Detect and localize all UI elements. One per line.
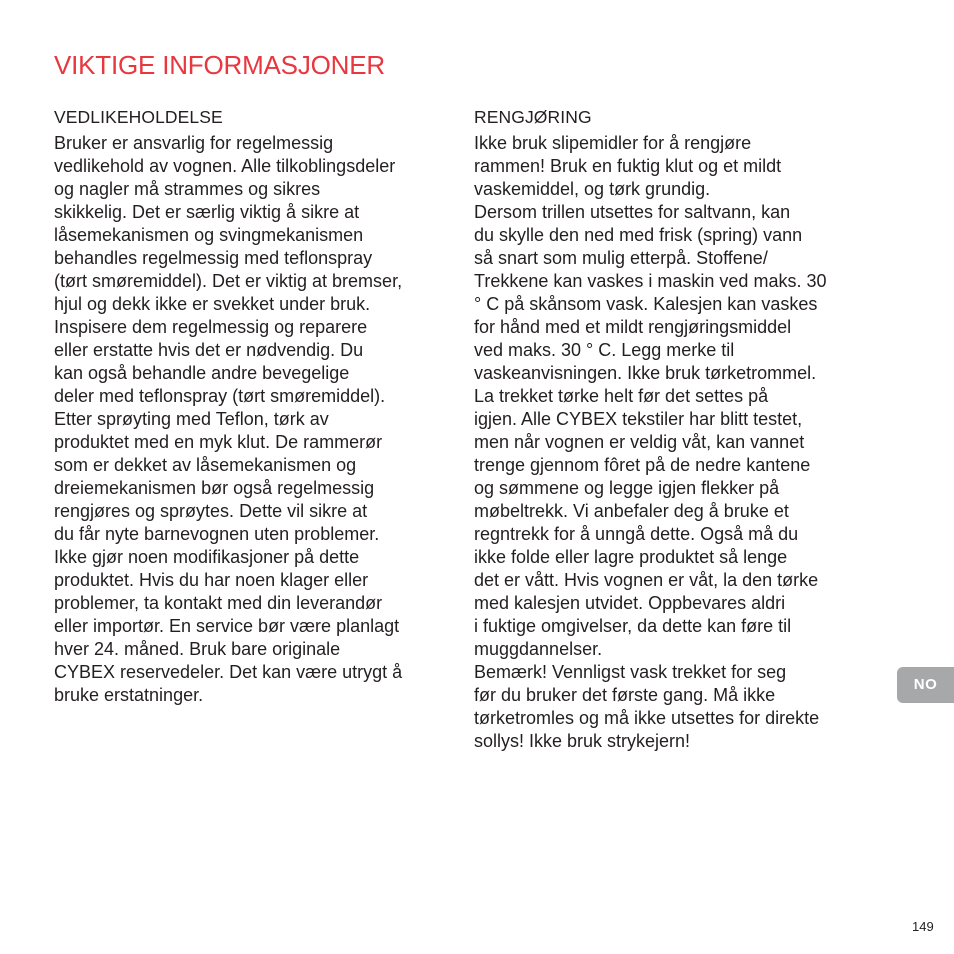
cleaning-line: trenge gjennom fôret på de nedre kantene: [474, 455, 811, 475]
cleaning-line: og sømmene og legge igjen flekker på: [474, 478, 780, 498]
cleaning-line: du skylle den ned med frisk (spring) vann: [474, 225, 803, 245]
maintenance-line: Etter sprøyting med Teflon, tørk av: [54, 409, 329, 429]
maintenance-line: låsemekanismen og svingmekanismen: [54, 225, 364, 245]
maintenance-line: kan også behandle andre bevegelige: [54, 363, 350, 383]
maintenance-line: deler med teflonspray (tørt smøremiddel).: [54, 386, 386, 406]
maintenance-line: Bruker er ansvarlig for regelmessig: [54, 133, 334, 153]
cleaning-line: vaskemiddel, og tørk grundig.: [474, 179, 711, 199]
cleaning-line: med kalesjen utvidet. Oppbevares aldri: [474, 593, 786, 613]
maintenance-line: og nagler må strammes og sikres: [54, 179, 321, 199]
cleaning-line: det er vått. Hvis vognen er våt, la den tørke: [474, 570, 819, 590]
cleaning-heading: RENGJØRING: [474, 107, 592, 127]
cleaning-line: igjen. Alle CYBEX tekstiler har blitt testet,: [474, 409, 803, 429]
maintenance-line: eller erstatte hvis det er nødvendig. Du: [54, 340, 364, 360]
maintenance-line: hjul og dekk ikke er svekket under bruk.: [54, 294, 371, 314]
maintenance-line: skikkelig. Det er særlig viktig å sikre at: [54, 202, 360, 222]
language-tab: NO: [897, 667, 954, 703]
maintenance-line: Inspisere dem regelmessig og reparere: [54, 317, 368, 337]
cleaning-line: muggdannelser.: [474, 639, 603, 659]
maintenance-line: som er dekket av låsemekanismen og: [54, 455, 357, 475]
maintenance-line: produktet. Hvis du har noen klager eller: [54, 570, 369, 590]
cleaning-line: Ikke bruk slipemidler for å rengjøre: [474, 133, 752, 153]
cleaning-line: så snart som mulig etterpå. Stoffene/: [474, 248, 768, 268]
maintenance-line: (tørt smøremiddel). Det er viktig at bremser,: [54, 271, 403, 291]
cleaning-line: ikke folde eller lagre produktet så lenge: [474, 547, 788, 567]
maintenance-line: CYBEX reservedeler. Det kan være utrygt å: [54, 662, 403, 682]
maintenance-line: eller importør. En service bør være planlagt: [54, 616, 400, 636]
cleaning-line: i fuktige omgivelser, da dette kan føre til: [474, 616, 792, 636]
cleaning-line: La trekket tørke helt før det settes på: [474, 386, 769, 406]
cleaning-line: Trekkene kan vaskes i maskin ved maks. 30: [474, 271, 827, 291]
maintenance-body: [54, 132, 444, 707]
cleaning-line: sollys! Ikke bruk strykejern!: [474, 731, 691, 751]
page-title: VIKTIGE INFORMASJONER: [54, 50, 385, 80]
cleaning-line: Dersom trillen utsettes for saltvann, kan: [474, 202, 791, 222]
cleaning-line: regntrekk for å unngå dette. Også må du: [474, 524, 799, 544]
cleaning-line: ved maks. 30 ° C. Legg merke til: [474, 340, 735, 360]
cleaning-line: rammen! Bruk en fuktig klut og et mildt: [474, 156, 782, 176]
page-number: 149: [912, 919, 934, 934]
maintenance-section: [54, 106, 444, 707]
cleaning-line: ° C på skånsom vask. Kalesjen kan vaskes: [474, 294, 818, 314]
maintenance-line: Ikke gjør noen modifikasjoner på dette: [54, 547, 360, 567]
maintenance-line: problemer, ta kontakt med din leverandør: [54, 593, 383, 613]
cleaning-line: men når vognen er veldig våt, kan vannet: [474, 432, 805, 452]
cleaning-section: [474, 106, 866, 753]
cleaning-line: for hånd med et mildt rengjøringsmiddel: [474, 317, 792, 337]
maintenance-line: hver 24. måned. Bruk bare originale: [54, 639, 341, 659]
cleaning-line: vaskeanvisningen. Ikke bruk tørketrommel.: [474, 363, 817, 383]
maintenance-line: bruke erstatninger.: [54, 685, 204, 705]
cleaning-line: før du bruker det første gang. Må ikke: [474, 685, 776, 705]
cleaning-body: [474, 132, 866, 753]
cleaning-line: tørketromles og må ikke utsettes for direkte: [474, 708, 820, 728]
maintenance-line: dreiemekanismen bør også regelmessig: [54, 478, 375, 498]
maintenance-line: du får nyte barnevognen uten problemer.: [54, 524, 380, 544]
cleaning-line: Bemærk! Vennligst vask trekket for seg: [474, 662, 787, 682]
maintenance-line: rengjøres og sprøytes. Dette vil sikre at: [54, 501, 368, 521]
maintenance-heading: VEDLIKEHOLDELSE: [54, 107, 223, 127]
cleaning-line: møbeltrekk. Vi anbefaler deg å bruke et: [474, 501, 789, 521]
maintenance-line: behandles regelmessig med teflonspray: [54, 248, 373, 268]
maintenance-line: produktet med en myk klut. De rammerør: [54, 432, 383, 452]
maintenance-line: vedlikehold av vognen. Alle tilkoblingsdeler: [54, 156, 396, 176]
